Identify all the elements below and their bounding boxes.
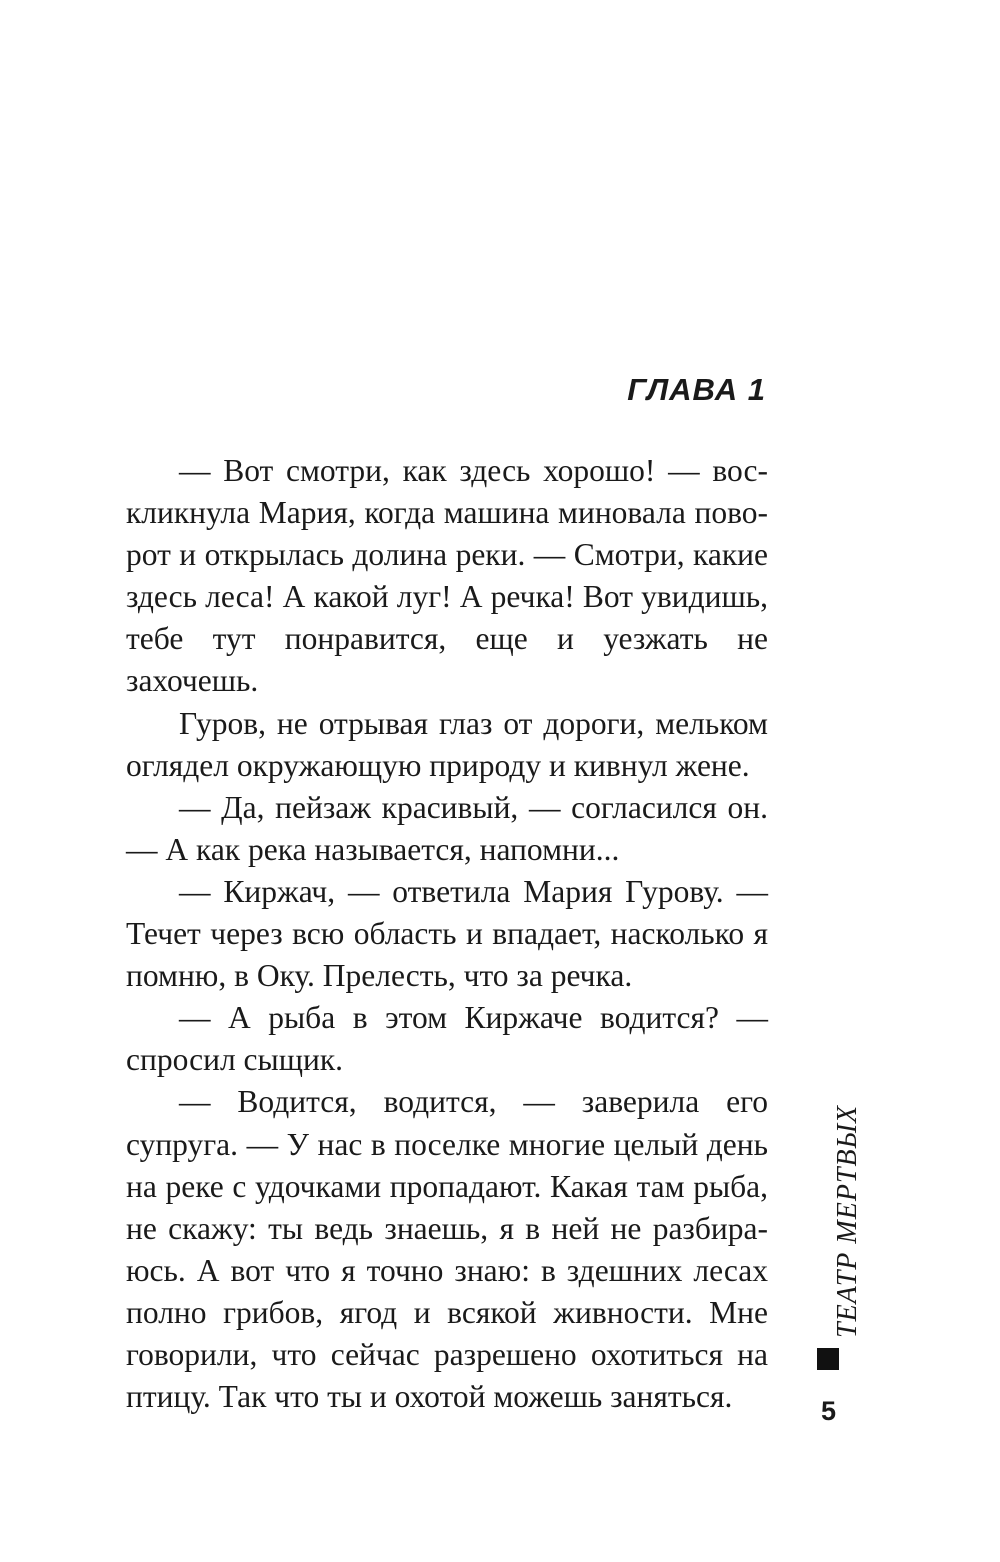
square-marker-icon xyxy=(817,1348,839,1370)
page-number: 5 xyxy=(821,1396,837,1426)
body-text xyxy=(126,450,768,1418)
paragraph: — Вот смотри, как здесь хорошо! — воскликнула Мария, когда машина миновала поворот и открылась долина реки. — Смотри, какие здесь леса! А какой луг! А речка! Вот увидишь, тебе тут понравится, еще и уезжать не захочешь. xyxy=(126,453,768,699)
paragraph: — Водится, водится, — заверила его супруга. — У нас в поселке многие целый день на реке с удочками пропадают. Какая там рыба, не скажу: ты ведь знаешь, я в ней не разбираюсь. А вот что я точно знаю: в здешних лесах полно грибов, ягод и всякой живности. Мне говорили, что сейчас разрешено охотиться на птицу. Так что ты и охотой можешь заняться. xyxy=(126,1084,768,1415)
running-head-book-title: ТЕАТР МЕРТВЫХ xyxy=(832,1104,863,1338)
paragraph: — Да, пейзаж красивый, — согласился он. — А как река называется, напомни... xyxy=(126,789,768,867)
chapter-title: ГЛАВА 1 xyxy=(627,372,766,407)
paragraph: Гуров, не отрывая глаз от дороги, мельком оглядел окружающую природу и кивнул жене. xyxy=(126,705,768,783)
paragraph: — А рыба в этом Киржаче водится? — спросил сыщик. xyxy=(126,1000,768,1078)
paragraph: — Киржач, — ответила Мария Гурову. — Течет через всю область и впадает, насколько я помню, в Оку. Прелесть, что за речка. xyxy=(126,873,768,994)
